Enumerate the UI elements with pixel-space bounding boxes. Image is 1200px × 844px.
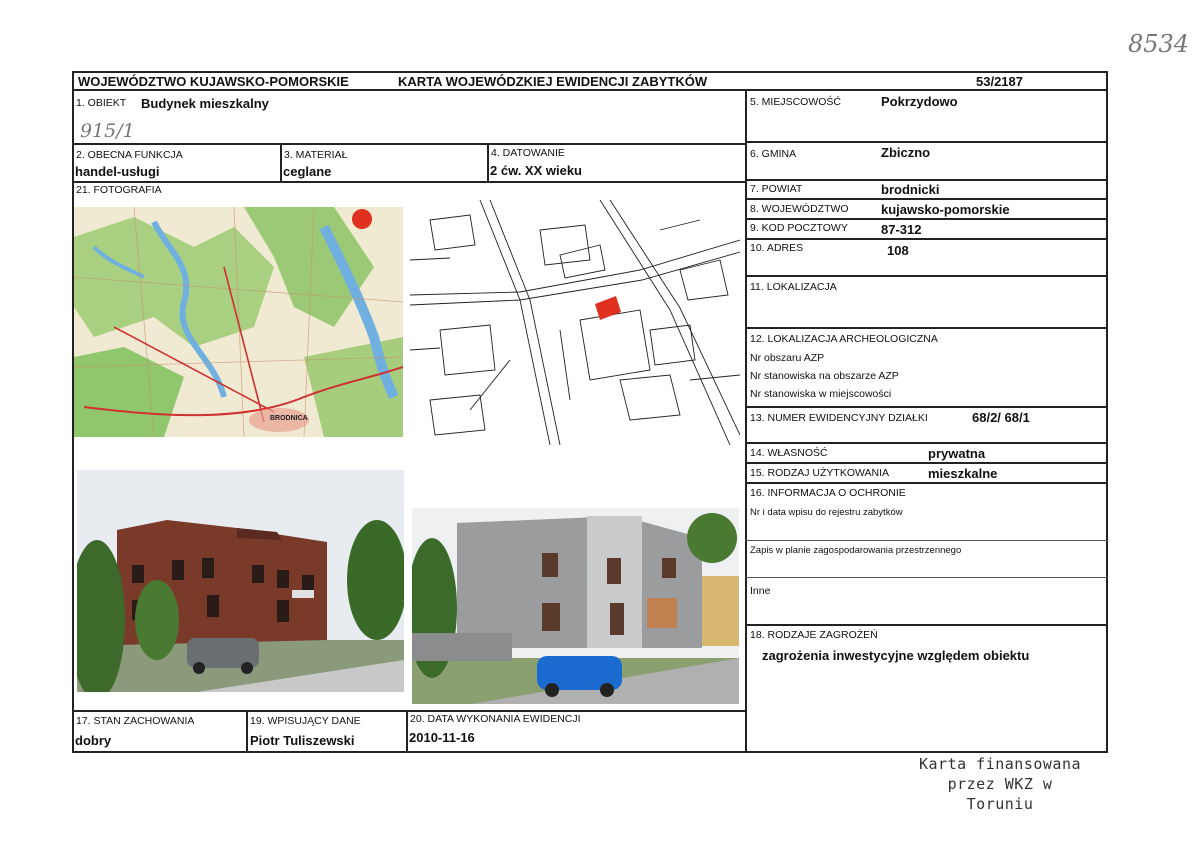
funkcja-value: handel-usługi	[75, 164, 160, 179]
gmina-value: Zbiczno	[881, 145, 931, 160]
row-divider	[745, 238, 1108, 240]
row-divider	[745, 624, 1108, 626]
arch-stan-miej: Nr stanowiska w miejscowości	[750, 388, 892, 400]
powiat-label: 7. POWIAT	[750, 183, 803, 195]
rendered-house-graphic	[412, 508, 739, 704]
row-divider	[745, 482, 1108, 484]
wlasnosc-label: 14. WŁASNOŚĆ	[750, 447, 828, 459]
wpisujacy-label: 19. WPISUJĄCY DANE	[250, 715, 361, 727]
obiekt-label: 1. OBIEKT	[76, 97, 127, 109]
kod-label: 9. KOD POCZTOWY	[750, 222, 848, 234]
dzialka-value: 68/2/ 68/1	[972, 410, 1030, 425]
dzialka-label: 13. NUMER EWIDENCYJNY DZIAŁKI	[750, 412, 928, 424]
stamp-line-1: Karta finansowana	[918, 755, 1082, 773]
wojewodztwo-value: kujawsko-pomorskie	[881, 202, 1010, 217]
header-title: KARTA WOJEWÓDZKIEJ EWIDENCJI ZABYTKÓW	[398, 74, 708, 89]
adres-value: 108	[887, 243, 909, 258]
zagrozenia-value: zagrożenia inwestycyjne względem obiektu	[762, 648, 1030, 663]
arch-azp: Nr obszaru AZP	[750, 352, 825, 364]
row-divider	[72, 143, 745, 145]
cadastral-map	[410, 200, 740, 445]
funkcja-label: 2. OBECNA FUNKCJA	[76, 149, 183, 161]
ochrona-label: 16. INFORMACJA O OCHRONIE	[750, 487, 906, 499]
map-city-label: BRODNICA	[270, 415, 308, 422]
datowanie-label: 4. DATOWANIE	[491, 147, 565, 159]
obiekt-value: Budynek mieszkalny	[141, 96, 269, 111]
arch-stan-azp: Nr stanowiska na obszarze AZP	[750, 370, 899, 382]
zagrozenia-label: 18. RODZAJE ZAGROŻEŃ	[750, 629, 878, 641]
handwritten-object-number: 915/1	[80, 120, 135, 142]
datowanie-value: 2 ćw. XX wieku	[490, 163, 583, 178]
row-divider	[745, 275, 1108, 277]
ochrona-inne: Inne	[750, 585, 771, 597]
material-label: 3. MATERIAŁ	[284, 149, 348, 161]
row-divider	[745, 462, 1108, 464]
row-divider	[745, 442, 1108, 444]
row-divider	[745, 218, 1108, 220]
row-divider	[745, 198, 1108, 200]
uzytkowanie-label: 15. RODZAJ UŻYTKOWANIA	[750, 467, 890, 479]
photo-rendered-house	[412, 508, 739, 704]
header-number: 53/2187	[976, 74, 1023, 89]
header-divider	[72, 89, 1108, 91]
adres-label: 10. ADRES	[750, 242, 804, 254]
header-region: WOJEWÓDZTWO KUJAWSKO-POMORSKIE	[78, 74, 349, 89]
gmina-label: 6. GMINA	[750, 148, 797, 160]
map-graphic	[74, 207, 403, 437]
cell-divider	[280, 143, 282, 181]
funding-stamp	[910, 754, 1090, 814]
brick-house-graphic	[77, 470, 404, 692]
cell-divider	[487, 143, 489, 181]
ochrona-rejestr: Nr i data wpisu do rejestru zabytków	[750, 507, 903, 518]
wpisujacy-value: Piotr Tuliszewski	[250, 733, 355, 748]
topographic-map	[74, 207, 403, 437]
row-divider	[745, 406, 1108, 408]
row-divider	[745, 141, 1108, 143]
photo-brick-house	[77, 470, 404, 692]
fotografia-label: 21. FOTOGRAFIA	[76, 184, 162, 196]
material-value: ceglane	[283, 164, 332, 179]
ochrona-plan: Zapis w planie zagospodarowania przestrzennego	[750, 545, 962, 556]
cell-divider	[406, 710, 408, 753]
handwritten-number: 8534	[1128, 30, 1190, 58]
cadastral-graphic	[410, 200, 740, 445]
row-divider	[745, 327, 1108, 329]
column-divider	[745, 89, 747, 753]
cell-divider	[246, 710, 248, 753]
lokalizacja-label: 11. LOKALIZACJA	[750, 281, 837, 293]
wlasnosc-value: prywatna	[928, 446, 986, 461]
row-divider	[745, 179, 1108, 181]
subrow-divider	[745, 577, 1108, 578]
subrow-divider	[745, 540, 1108, 541]
miejscowosc-value: Pokrzydowo	[881, 94, 958, 109]
kod-value: 87-312	[881, 222, 922, 237]
powiat-value: brodnicki	[881, 182, 940, 197]
stan-value: dobry	[75, 733, 112, 748]
stan-label: 17. STAN ZACHOWANIA	[76, 715, 195, 727]
data-label: 20. DATA WYKONANIA EWIDENCJI	[410, 713, 581, 725]
row-divider	[72, 181, 745, 183]
uzytkowanie-value: mieszkalne	[928, 466, 998, 481]
miejscowosc-label: 5. MIEJSCOWOŚĆ	[750, 96, 842, 108]
arch-label: 12. LOKALIZACJA ARCHEOLOGICZNA	[750, 333, 938, 345]
row-divider	[72, 710, 745, 712]
wojewodztwo-label: 8. WOJEWÓDZTWO	[750, 203, 849, 215]
stamp-line-2: przez WKZ w Toruniu	[947, 775, 1053, 813]
data-value: 2010-11-16	[409, 730, 475, 745]
